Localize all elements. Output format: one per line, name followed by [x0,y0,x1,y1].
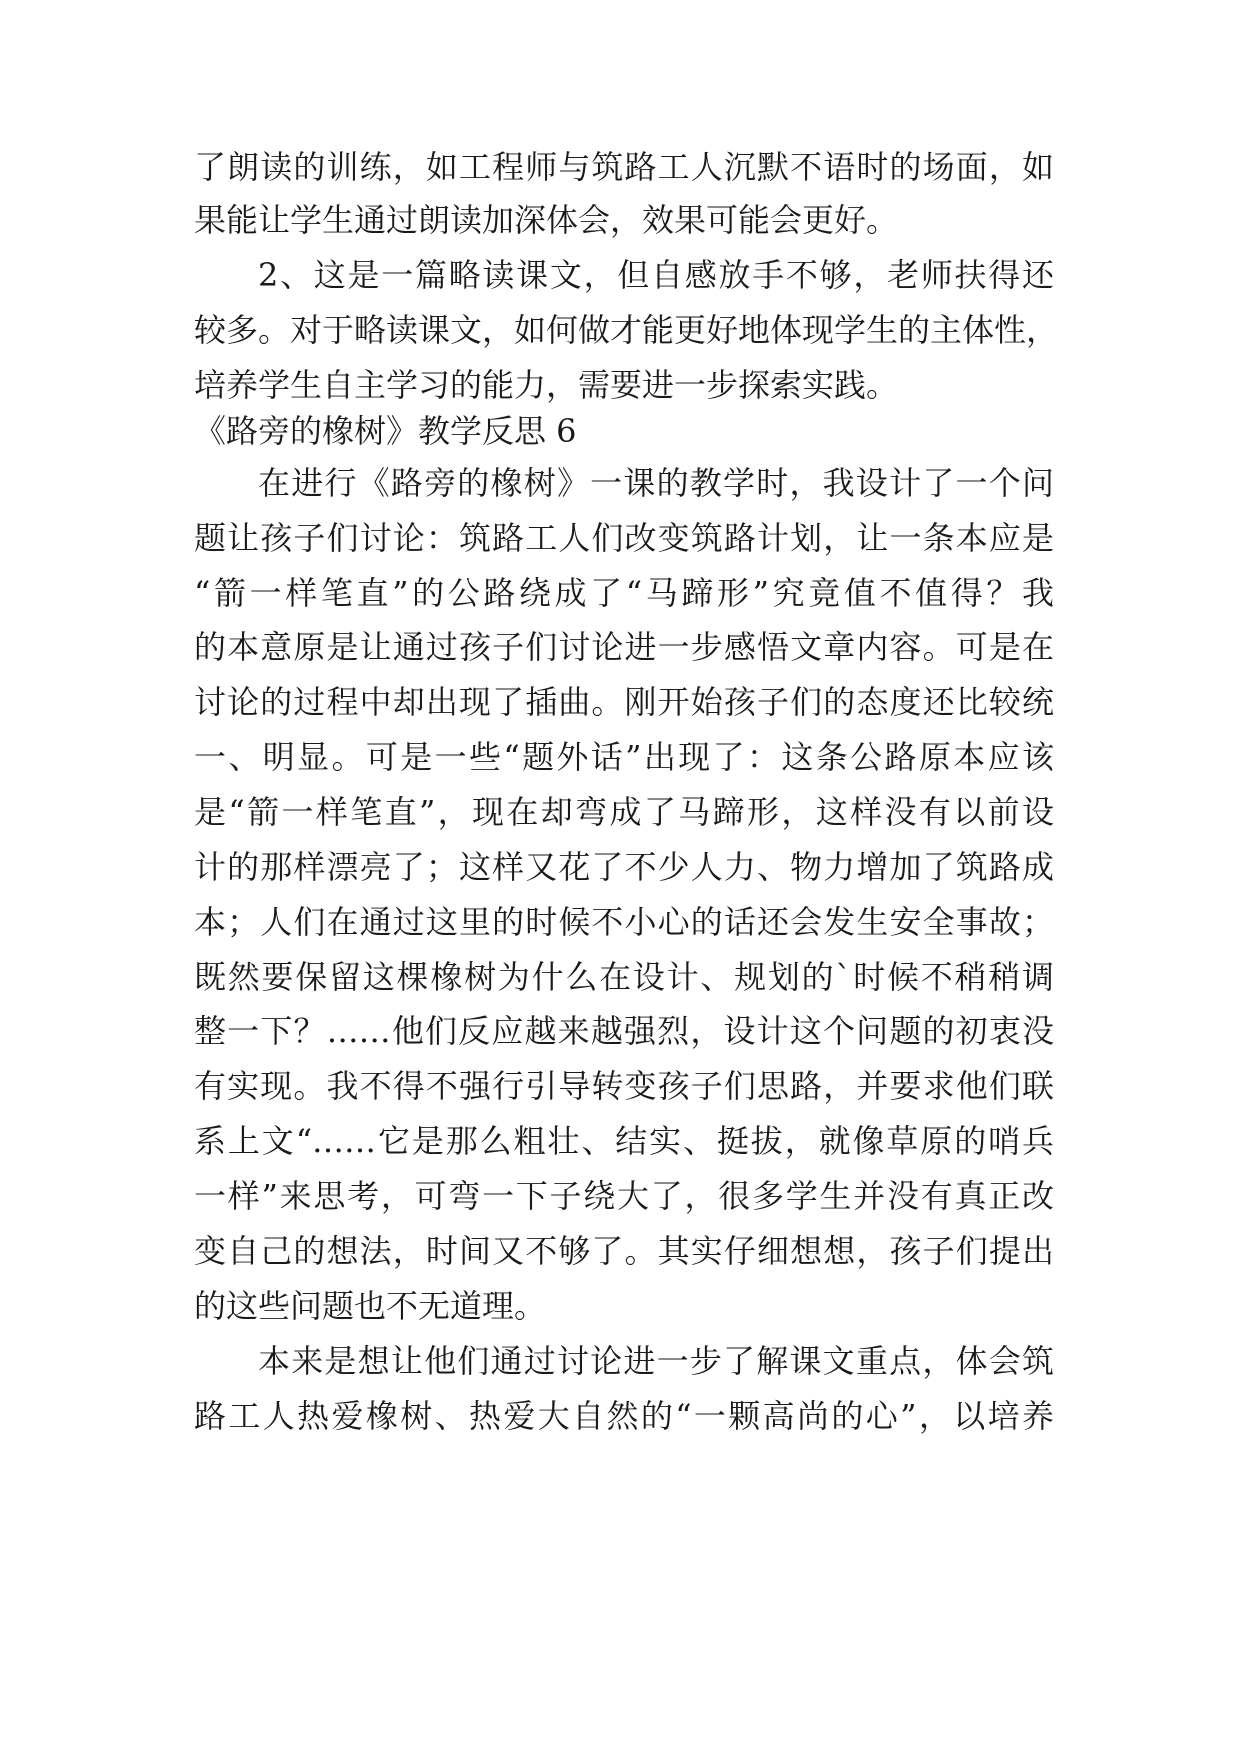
section-heading: 《路旁的橡树》教学反思 6 [194,412,577,450]
text-line: 变自己的想法，时间又不够了。其实仔细想想，孩子们提出 [194,1232,1054,1270]
text-line: 既然要保留这棵橡树为什么在设计、规划的`时候不稍稍调 [194,958,1054,996]
text-line: 培养学生自主学习的能力，需要进一步探索实践。 [194,366,899,404]
text-line: 的本意原是让通过孩子们讨论进一步感悟文章内容。可是在 [194,628,1054,666]
text-line: 本来是想让他们通过讨论进一步了解课文重点，体会筑 [258,1342,1054,1380]
text-line: 较多。对于略读课文，如何做才能更好地体现学生的主体性， [194,311,1059,349]
text-line: 讨论的过程中却出现了插曲。刚开始孩子们的态度还比较统 [194,683,1054,721]
text-line: 计的那样漂亮了；这样又花了不少人力、物力增加了筑路成 [194,848,1054,886]
text-line: 在进行《路旁的橡树》一课的教学时，我设计了一个问 [258,464,1054,502]
text-line: “箭一样笔直”的公路绕成了“马蹄形”究竟值不值得？我 [194,574,1054,612]
text-line: 有实现。我不得不强行引导转变孩子们思路，并要求他们联 [194,1067,1054,1105]
text-line: 一、明显。可是一些“题外话”出现了：这条公路原本应该 [194,738,1054,776]
text-line: 系上文“……它是那么粗壮、结实、挺拔，就像草原的哨兵 [194,1122,1054,1160]
text-line: 整一下？……他们反应越来越强烈，设计这个问题的初衷没 [194,1012,1054,1050]
text-line: 本；人们在通过这里的时候不小心的话还会发生安全事故； [194,903,1054,941]
text-line: 了朗读的训练，如工程师与筑路工人沉默不语时的场面，如 [194,148,1054,186]
text-line: 是“箭一样笔直”，现在却弯成了马蹄形，这样没有以前设 [194,793,1054,831]
text-line: 果能让学生通过朗读加深体会，效果可能会更好。 [194,201,899,239]
text-line: 题让孩子们讨论：筑路工人们改变筑路计划，让一条本应是 [194,519,1054,557]
text-line: 路工人热爱橡树、热爱大自然的“一颗高尚的心”，以培养 [194,1397,1054,1435]
text-line: 的这些问题也不无道理。 [194,1287,547,1325]
text-line: 2、这是一篇略读课文，但自感放手不够，老师扶得还 [258,256,1054,294]
text-line: 一样”来思考，可弯一下子绕大了，很多学生并没有真正改 [194,1177,1054,1215]
